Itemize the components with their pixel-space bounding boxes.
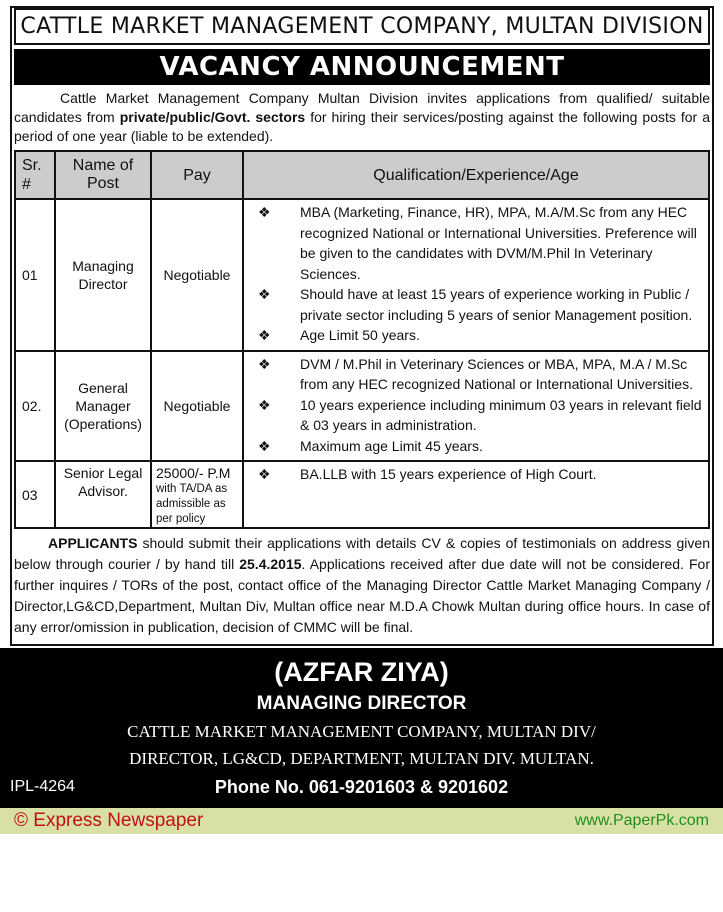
- bullet-icon: ❖: [258, 396, 271, 413]
- ad-reference: IPL-4264: [10, 778, 75, 795]
- pay: Negotiable: [151, 199, 243, 351]
- post: Senior Legal Advisor.: [55, 461, 151, 528]
- intro-bold: private/public/Govt. sectors: [119, 109, 306, 125]
- pay-amount: 25000/- P.M: [156, 465, 231, 481]
- qualifications: [243, 351, 709, 462]
- intro-paragraph: [14, 89, 710, 146]
- phone-row: [0, 772, 723, 804]
- table-header: [15, 151, 709, 199]
- qual-item: Age Limit 50 years.: [300, 327, 420, 343]
- pay: [151, 461, 243, 528]
- vacancy-title: VACANCY ANNOUNCEMENT: [14, 49, 710, 85]
- signatory-designation: MANAGING DIRECTOR: [256, 693, 467, 714]
- sr: 03: [15, 461, 55, 528]
- table-row: [15, 461, 709, 528]
- qual-item: 10 years experience including minimum 03 years in relevant field & 03 years in administration.: [300, 396, 702, 433]
- applicants-paragraph: [14, 533, 710, 638]
- col-post: Name of Post: [55, 151, 151, 199]
- watermark: www.PaperPk.com: [574, 812, 709, 829]
- qual-item: Should have at least 15 years of experience working in Public / private sector including 5 years of senior Management position.: [300, 286, 693, 323]
- source-bar: [0, 808, 723, 834]
- pay: Negotiable: [151, 351, 243, 462]
- qual-item: MBA (Marketing, Finance, HR), MPA, M.A/M.Sc from any HEC recognized National or International Universities. Preference will be given to the candidates with DVM/M.Phil In Veterinary Sciences.: [300, 204, 697, 282]
- address-line: CATTLE MARKET MANAGEMENT COMPANY, MULTAN DIV/: [127, 722, 596, 741]
- due-date: 25.4.2015: [239, 556, 302, 572]
- applicants-bold: APPLICANTS: [48, 535, 138, 551]
- source-credit: © Express Newspaper: [14, 810, 204, 831]
- ad-border: [10, 6, 714, 646]
- bullet-icon: ❖: [258, 355, 271, 372]
- signatory-name: (AZFAR ZIYA): [274, 657, 449, 687]
- pay-note: with TA/DA as admissible as per policy: [156, 483, 228, 525]
- table-row: [15, 199, 709, 351]
- post: General Manager (Operations): [55, 351, 151, 462]
- bullet-icon: ❖: [258, 286, 271, 302]
- qual-item: DVM / M.Phil in Veterinary Sciences or MBA, MPA, M.A / M.Sc from any HEC recognized National or International Universities.: [300, 355, 693, 392]
- signature-block: [0, 648, 723, 808]
- col-pay: Pay: [151, 151, 243, 199]
- vacancy-table: [14, 150, 710, 529]
- intro-text-end: for hiring their services/posting against the following posts for a period of one year (liable to be extended).: [14, 109, 710, 144]
- address-line: DIRECTOR, LG&CD, DEPARTMENT, MULTAN DIV. MULTAN.: [129, 749, 594, 768]
- post: Managing Director: [55, 199, 151, 351]
- bullet-icon: ❖: [258, 327, 271, 343]
- applicants-text: should submit their applications with details CV & copies of testimonials on address given below through courier / by hand till: [14, 535, 710, 572]
- phone: Phone No. 061-9201603 & 9201602: [214, 777, 509, 797]
- intro-text: Cattle Market Management Company Multan Division invites applications from qualified/ suitable candidates from: [14, 90, 710, 125]
- company-heading: CATTLE MARKET MANAGEMENT COMPANY, MULTAN DIVISION: [14, 8, 710, 45]
- col-qualification: Qualification/Experience/Age: [243, 151, 709, 199]
- qualifications: [243, 461, 709, 528]
- sr: 01: [15, 199, 55, 351]
- qual-item: Maximum age Limit 45 years.: [300, 437, 483, 454]
- qualifications: [243, 199, 709, 351]
- bullet-icon: ❖: [258, 466, 271, 482]
- sr: 02.: [15, 351, 55, 462]
- col-sr: Sr. #: [15, 151, 55, 199]
- applicants-text-end: . Applications received after due date will not be considered. For further inquires / TORs of the post, contact office of the Managing Director Cattle Market Managing Company / Director,LG&CD,Department, Multan Div, Multan office near M.D.A Chowk Multan during office hours. In case of any error/omission in publication, decision of CMMC will be final.: [14, 556, 710, 635]
- bullet-icon: ❖: [258, 437, 271, 454]
- bullet-icon: ❖: [258, 204, 271, 220]
- table-row: [15, 351, 709, 462]
- qual-item: BA.LLB with 15 years experience of High Court.: [300, 466, 597, 482]
